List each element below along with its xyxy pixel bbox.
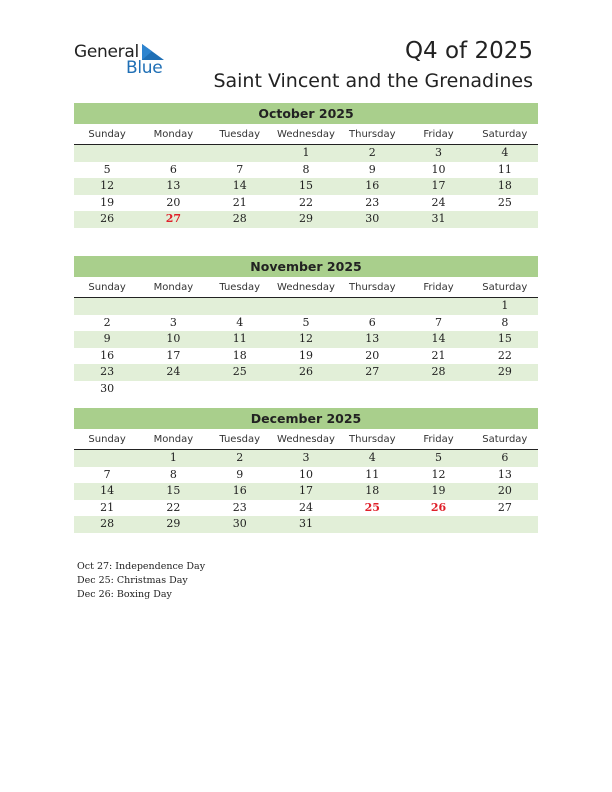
day-cell: 19 <box>298 348 313 362</box>
month-november <box>74 256 538 397</box>
day-cell: 6 <box>501 451 509 464</box>
weekday-label: Sunday <box>88 282 126 293</box>
empty-day-cell <box>74 450 140 467</box>
week-row <box>74 315 538 332</box>
month-header: November 2025 <box>74 256 538 277</box>
week-row <box>74 331 538 348</box>
day-cell: 15 <box>298 179 313 192</box>
empty-day-cell <box>273 381 339 398</box>
day-cell: 3 <box>435 146 443 159</box>
day-cell: 29 <box>166 517 181 530</box>
day-cell: 27 <box>497 500 512 514</box>
day-cell: 6 <box>169 162 177 176</box>
day-cell: 28 <box>100 517 115 530</box>
day-cell: 14 <box>431 332 446 345</box>
month-october <box>74 103 538 228</box>
day-cell: 31 <box>298 517 313 530</box>
day-cell: 12 <box>298 332 313 345</box>
week-row <box>74 450 538 467</box>
day-cell: 1 <box>501 299 509 312</box>
weekday-label: Saturday <box>482 282 528 293</box>
day-cell: 13 <box>365 332 380 345</box>
day-cell: 20 <box>365 348 380 362</box>
weekday-header-row <box>74 126 538 145</box>
month-december <box>74 408 538 533</box>
day-cell: 23 <box>365 195 380 209</box>
day-cell: 29 <box>298 212 313 225</box>
week-row <box>74 195 538 212</box>
day-cell: 27 <box>365 365 380 378</box>
empty-day-cell <box>207 298 273 315</box>
day-cell: 11 <box>232 332 247 345</box>
day-cell: 23 <box>232 500 247 514</box>
day-cell: 24 <box>166 365 181 378</box>
week-row <box>74 145 538 162</box>
day-cell: 12 <box>100 179 115 192</box>
day-cell: 25 <box>232 365 247 378</box>
day-cell: 19 <box>431 484 446 497</box>
weekday-label: Thursday <box>349 282 396 293</box>
day-cell: 28 <box>431 365 446 378</box>
day-cell: 21 <box>431 348 446 362</box>
day-cell: 7 <box>435 315 443 329</box>
weekday-label: Wednesday <box>277 434 335 445</box>
weekday-label: Thursday <box>349 129 396 140</box>
empty-day-cell <box>140 145 206 162</box>
empty-day-cell <box>207 145 273 162</box>
week-row <box>74 348 538 365</box>
weekday-label: Wednesday <box>277 129 335 140</box>
weekday-label: Friday <box>423 282 454 293</box>
day-cell: 11 <box>497 162 512 176</box>
day-cell: 28 <box>232 212 247 225</box>
empty-day-cell <box>472 211 538 228</box>
day-cell: 18 <box>497 179 512 192</box>
week-row <box>74 483 538 500</box>
weekday-header-row <box>74 279 538 298</box>
weekday-label: Tuesday <box>219 129 261 140</box>
day-cell: 22 <box>166 500 181 514</box>
empty-day-cell <box>339 516 405 533</box>
logo-text-general: General <box>74 42 139 62</box>
day-cell: 20 <box>497 484 512 497</box>
day-cell: 8 <box>302 162 310 176</box>
day-cell: 23 <box>100 365 115 378</box>
day-cell: 27 <box>165 212 182 225</box>
month-header: December 2025 <box>74 408 538 429</box>
day-cell: 18 <box>232 348 247 362</box>
empty-day-cell <box>207 381 273 398</box>
day-cell: 20 <box>166 195 181 209</box>
day-cell: 30 <box>365 212 380 225</box>
weekday-label: Thursday <box>349 434 396 445</box>
weekday-label: Friday <box>423 434 454 445</box>
weekday-label: Wednesday <box>277 282 335 293</box>
holiday-note: Dec 26: Boxing Day <box>77 589 172 600</box>
day-cell: 12 <box>431 467 446 481</box>
day-cell: 6 <box>368 315 376 329</box>
day-cell: 2 <box>103 315 111 329</box>
day-cell: 24 <box>298 500 313 514</box>
day-cell: 14 <box>100 484 115 497</box>
empty-day-cell <box>339 298 405 315</box>
empty-day-cell <box>74 145 140 162</box>
page-title: Q4 of 2025 <box>404 38 533 64</box>
day-cell: 16 <box>365 179 380 192</box>
day-cell: 21 <box>232 195 247 209</box>
day-cell: 10 <box>431 162 446 176</box>
day-cell: 13 <box>497 467 512 481</box>
empty-day-cell <box>339 381 405 398</box>
day-cell: 19 <box>100 195 115 209</box>
day-cell: 17 <box>298 484 313 497</box>
week-row <box>74 162 538 179</box>
day-cell: 3 <box>302 451 310 464</box>
day-cell: 17 <box>166 348 181 362</box>
day-cell: 22 <box>497 348 512 362</box>
page-subtitle: Saint Vincent and the Grenadines <box>213 70 533 92</box>
day-cell: 29 <box>497 365 512 378</box>
day-cell: 9 <box>103 332 111 345</box>
day-cell: 26 <box>430 500 447 514</box>
weekday-header-row <box>74 431 538 450</box>
week-row <box>74 381 538 398</box>
day-cell: 16 <box>100 348 115 362</box>
empty-day-cell <box>273 298 339 315</box>
weekday-label: Saturday <box>482 434 528 445</box>
weekday-label: Friday <box>423 129 454 140</box>
day-cell: 30 <box>100 381 115 395</box>
holiday-notes <box>77 560 205 602</box>
empty-day-cell <box>405 516 471 533</box>
week-row <box>74 500 538 517</box>
day-cell: 4 <box>368 451 376 464</box>
empty-day-cell <box>74 298 140 315</box>
day-cell: 15 <box>497 332 512 345</box>
day-cell: 26 <box>298 365 313 378</box>
day-cell: 18 <box>365 484 380 497</box>
day-cell: 26 <box>100 212 115 225</box>
day-cell: 13 <box>166 179 181 192</box>
weekday-label: Monday <box>153 129 194 140</box>
weekday-label: Sunday <box>88 434 126 445</box>
week-row <box>74 364 538 381</box>
empty-day-cell <box>405 381 471 398</box>
empty-day-cell <box>140 298 206 315</box>
day-cell: 22 <box>298 195 313 209</box>
day-cell: 24 <box>431 195 446 209</box>
week-row <box>74 178 538 195</box>
weekday-label: Monday <box>153 434 194 445</box>
day-cell: 2 <box>368 146 376 159</box>
day-cell: 17 <box>431 179 446 192</box>
day-cell: 14 <box>232 179 247 192</box>
day-cell: 21 <box>100 500 115 514</box>
day-cell: 8 <box>169 467 177 481</box>
weekday-label: Saturday <box>482 129 528 140</box>
day-cell: 7 <box>236 162 244 176</box>
day-cell: 1 <box>302 146 310 159</box>
day-cell: 25 <box>364 500 380 514</box>
day-cell: 11 <box>365 467 380 481</box>
day-cell: 10 <box>166 332 181 345</box>
weekday-label: Sunday <box>88 129 126 140</box>
weekday-label: Tuesday <box>219 282 261 293</box>
day-cell: 4 <box>236 315 244 329</box>
day-cell: 5 <box>103 162 111 176</box>
day-cell: 16 <box>232 484 247 497</box>
day-cell: 2 <box>236 451 244 464</box>
day-cell: 8 <box>501 315 509 329</box>
day-cell: 4 <box>501 146 509 159</box>
week-row <box>74 211 538 228</box>
week-row <box>74 516 538 533</box>
day-cell: 5 <box>302 315 310 329</box>
day-cell: 9 <box>368 162 376 176</box>
day-cell: 5 <box>435 451 443 464</box>
weekday-label: Tuesday <box>219 434 261 445</box>
holiday-note: Dec 25: Christmas Day <box>77 575 188 586</box>
day-cell: 25 <box>497 195 512 209</box>
month-header: October 2025 <box>74 103 538 124</box>
day-cell: 7 <box>103 467 111 481</box>
empty-day-cell <box>472 381 538 398</box>
day-cell: 3 <box>169 315 177 329</box>
logo <box>74 42 174 78</box>
week-row <box>74 298 538 315</box>
day-cell: 9 <box>236 467 244 481</box>
day-cell: 10 <box>298 467 313 481</box>
day-cell: 1 <box>169 451 177 464</box>
empty-day-cell <box>140 381 206 398</box>
empty-day-cell <box>472 516 538 533</box>
day-cell: 15 <box>166 484 181 497</box>
holiday-note: Oct 27: Independence Day <box>77 561 206 572</box>
empty-day-cell <box>405 298 471 315</box>
weekday-label: Monday <box>153 282 194 293</box>
week-row <box>74 467 538 484</box>
logo-text-blue: Blue <box>126 58 163 78</box>
day-cell: 31 <box>431 212 446 225</box>
day-cell: 30 <box>232 517 247 530</box>
